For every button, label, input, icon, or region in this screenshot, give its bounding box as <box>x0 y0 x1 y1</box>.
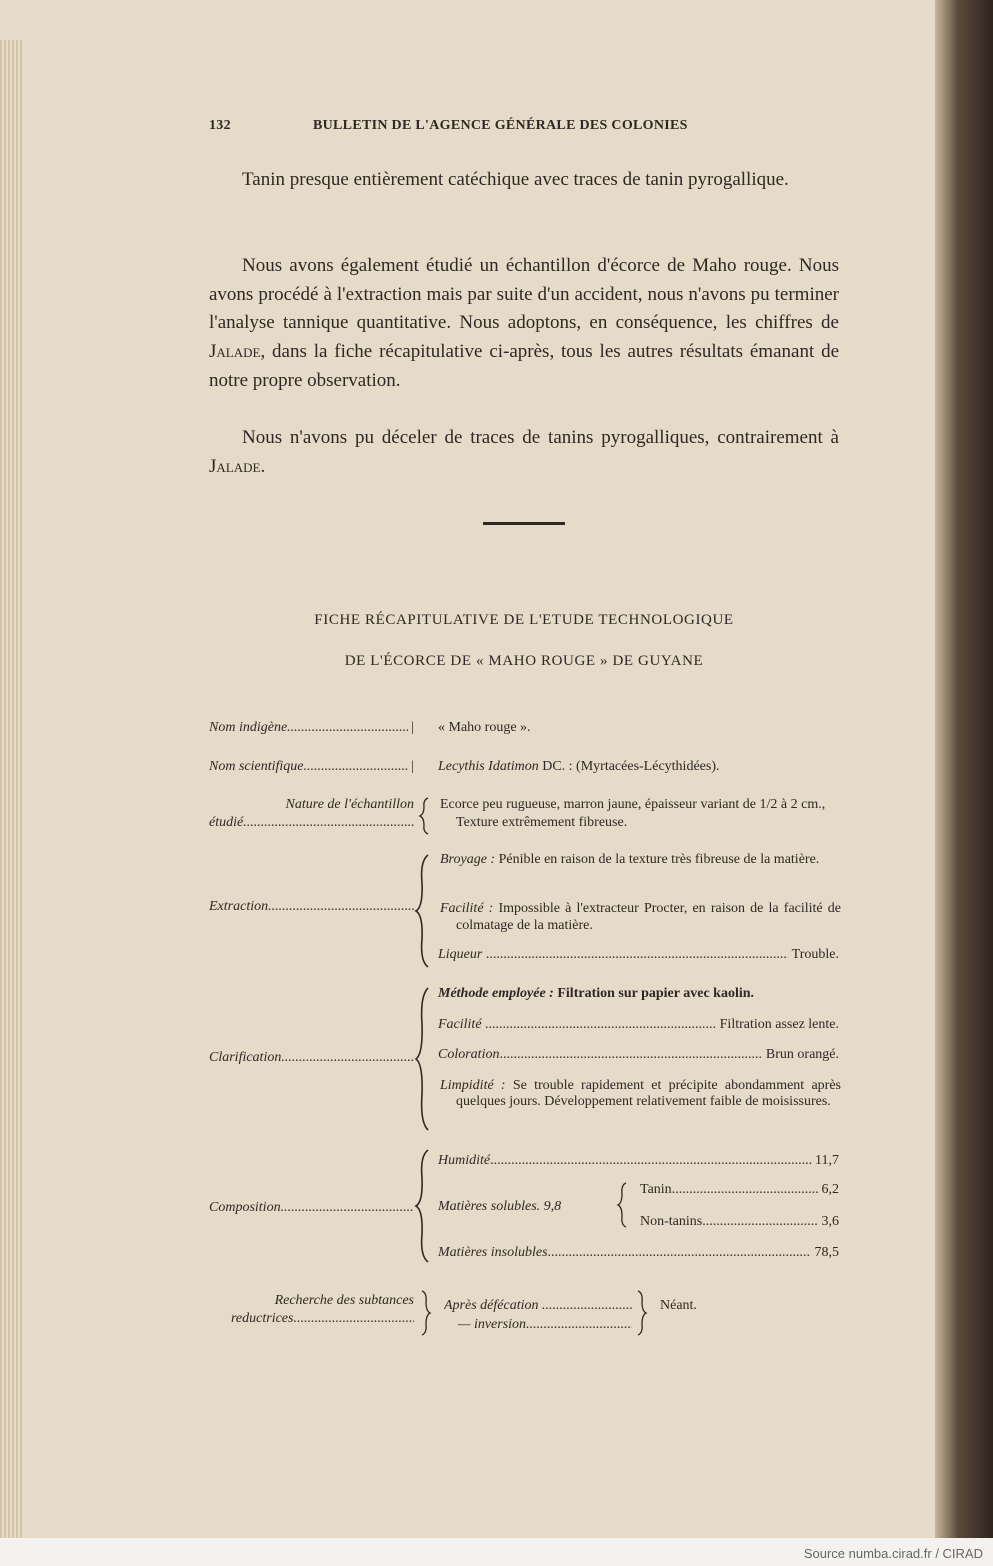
page-number: 132 <box>209 118 231 133</box>
paragraph-2: Nous avons également étudié un échantillon d'écorce de Maho rouge. Nous avons procédé à l'extraction mais par suite d'un accident, nous n'avons pu terminer l'analyse tannique quantitative. Nous adoptons, en conséquence, les chiffres de Jalade, dans la fiche récapitulative ci-après, tous les autres résultats émanant de notre propre observation. <box>209 255 839 391</box>
fiche-title-line1: FICHE RÉCAPITULATIVE DE L'ETUDE TECHNOLOGIQUE <box>314 612 734 628</box>
extraction-broyage: Broyage : Pénible en raison de la texture très fibreuse de la matière. <box>440 852 820 867</box>
author-name: Jalade <box>209 341 261 363</box>
brace-icon <box>636 1291 646 1335</box>
brace-icon <box>618 1183 628 1227</box>
source-credit: Source numba.cirad.fr / CIRAD <box>803 1546 983 1561</box>
brace-icon <box>416 1150 430 1262</box>
brace-icon <box>416 855 430 967</box>
composition-tanin: Tanin ..... 6,2 <box>640 1182 839 1198</box>
composition-solubles: Matières solubles. 9,8 <box>438 1199 562 1214</box>
label-composition: Composition ..... <box>209 1200 414 1216</box>
composition-insolubles: Matières insolubles ..... 78,5 <box>438 1245 839 1261</box>
book-binding <box>935 0 993 1538</box>
brace-icon <box>420 1291 430 1335</box>
value-nom-indigene: « Maho rouge ». <box>438 720 531 735</box>
page-stack-edge <box>0 40 24 1538</box>
value-nature: Ecorce peu rugueuse, marron jaune, épaisseur variant de 1/2 à 2 cm., Texture extrêmement fibreuse. <box>440 797 826 830</box>
recherche-apres-defecation: Après défécation ..... <box>444 1298 632 1314</box>
composition-humidite: Humidité ..... 11,7 <box>438 1153 839 1169</box>
clarification-facilite: Facilité ..... Filtration assez lente. <box>438 1017 839 1033</box>
paragraph-1: Tanin presque entièrement catéchique avec traces de tanin pyrogallique. <box>242 169 789 190</box>
value-nom-scientifique: Lecythis Idatimon DC. : (Myrtacées-Lécythidées). <box>438 759 720 774</box>
label-nom-indigene: Nom indigène ..... | <box>209 720 414 736</box>
brace-icon <box>416 988 430 1130</box>
author-name: Jalade <box>209 455 261 477</box>
label-recherche: Recherche des subtances ..... reductrices <box>209 1292 414 1328</box>
clarification-methode: Méthode employée : Filtration sur papier avec kaolin. <box>438 986 755 1001</box>
paragraph-3: Nous n'avons pu déceler de traces de tanins pyrogalliques, contrairement à Jalade. <box>209 427 839 477</box>
label-nom-scientifique: Nom scientifique ..... | <box>209 759 414 775</box>
recherche-inversion: — inversion ..... <box>458 1317 632 1333</box>
clarification-limpidite: Limpidité : Se trouble rapidement et précipite abondamment après quelques jours. Développement relativement faible de moisissures. <box>440 1078 841 1109</box>
composition-non-tanins: Non-tanins ..... 3,6 <box>640 1214 839 1230</box>
running-title: BULLETIN DE L'AGENCE GÉNÉRALE DES COLONIES <box>313 118 688 133</box>
label-clarification: Clarification ..... <box>209 1050 414 1066</box>
label-nature: Nature de l'échantillon ..... étudié <box>209 796 414 832</box>
section-divider <box>483 522 565 525</box>
clarification-coloration: Coloration ..... Brun orangé. <box>438 1047 839 1063</box>
extraction-liqueur: Liqueur ..... Trouble. <box>438 947 839 963</box>
brace-icon <box>420 798 430 834</box>
recherche-result: Néant. <box>660 1298 697 1313</box>
extraction-facilite: Facilité : Impossible à l'extracteur Procter, en raison de la facilité de colmatage de la matière. <box>440 901 842 933</box>
label-extraction: Extraction ..... <box>209 899 414 915</box>
fiche-title-line2: DE L'ÉCORCE DE « MAHO ROUGE » DE GUYANE <box>344 653 704 669</box>
